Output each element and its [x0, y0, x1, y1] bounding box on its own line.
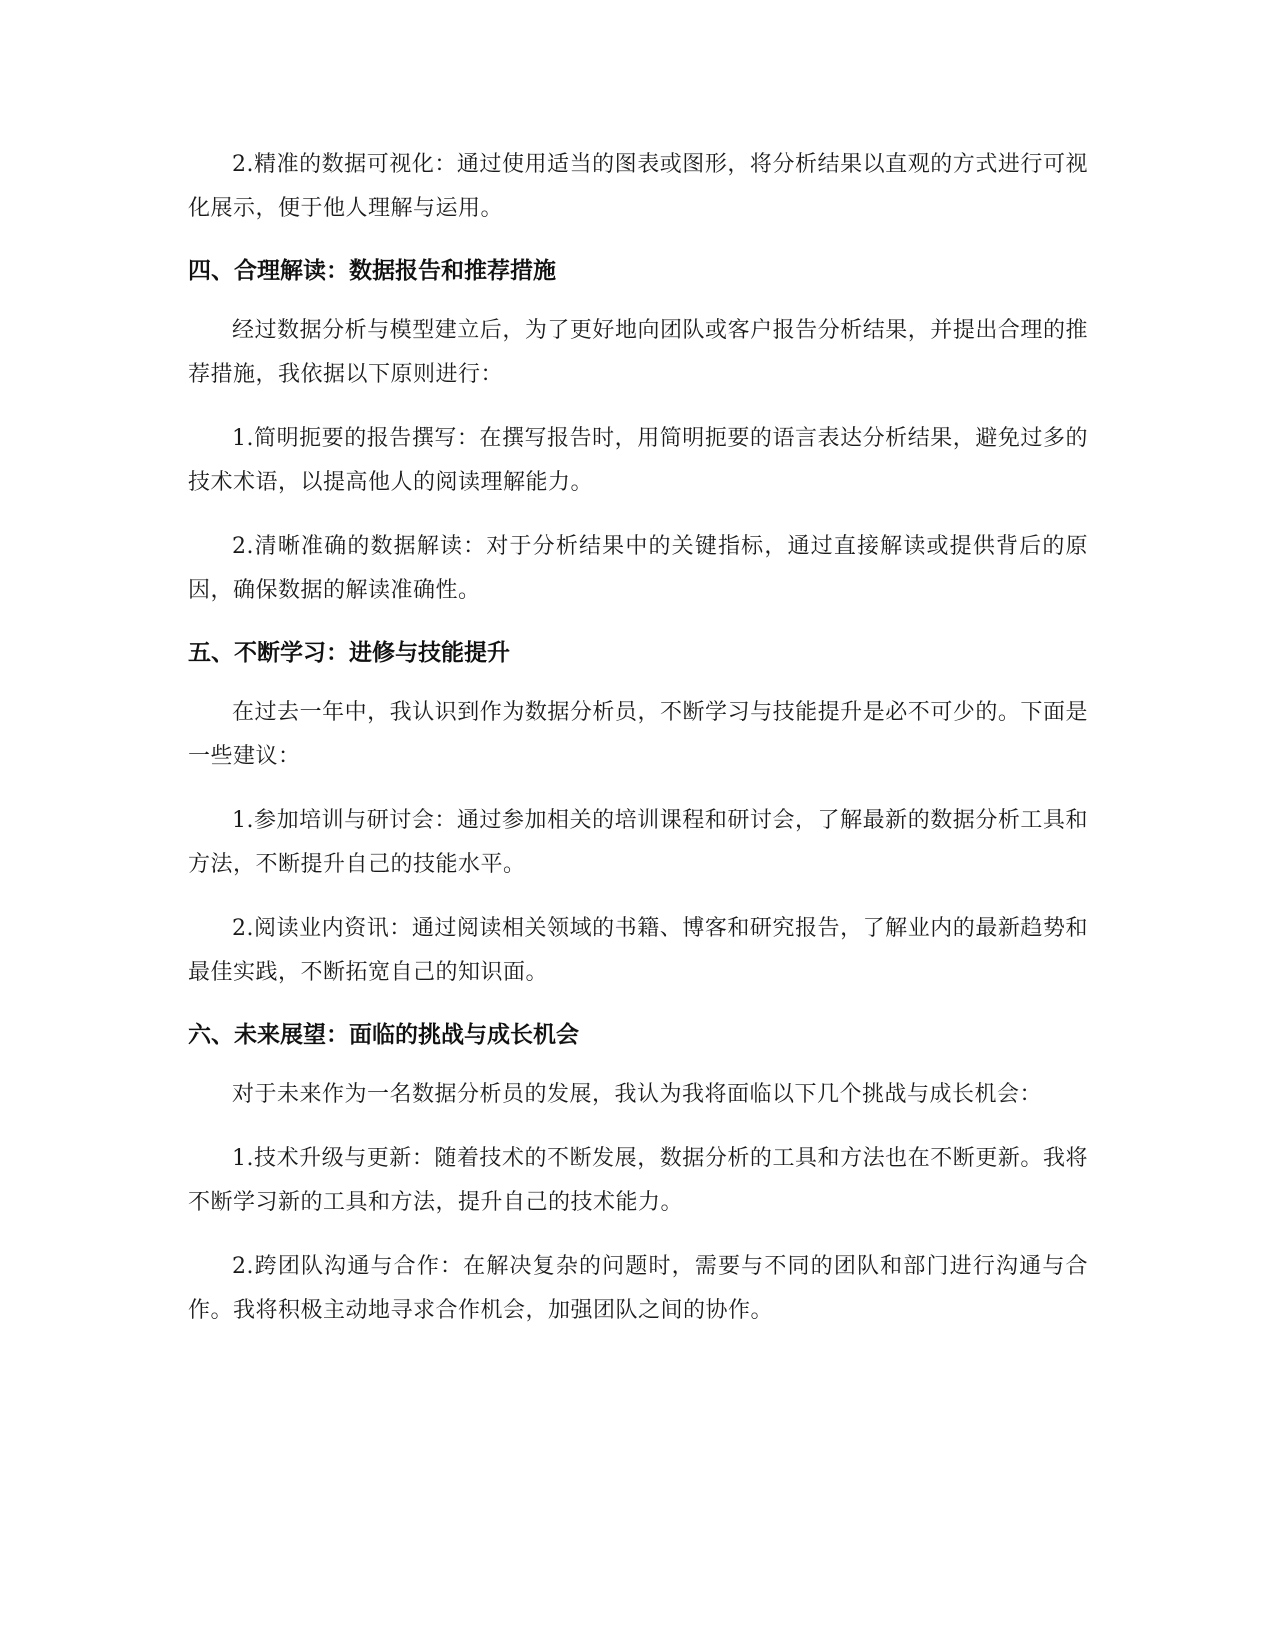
paragraph-report-writing: 1.简明扼要的报告撰写：在撰写报告时，用简明扼要的语言表达分析结果，避免过多的技术术语，以提高他人的阅读理解能力。	[188, 426, 1088, 495]
section-heading-6: 六、未来展望：面临的挑战与成长机会	[188, 1022, 579, 1048]
paragraph-tech-upgrade: 1.技术升级与更新：随着技术的不断发展，数据分析的工具和方法也在不断更新。我将不断学习新的工具和方法，提升自己的技术能力。	[188, 1146, 1088, 1215]
paragraph-data-interpretation: 2.清晰准确的数据解读：对于分析结果中的关键指标，通过直接解读或提供背后的原因，确保数据的解读准确性。	[188, 534, 1088, 603]
document-body	[188, 143, 1088, 1353]
section-heading-4: 四、合理解读：数据报告和推荐措施	[188, 258, 556, 284]
paragraph-section5-intro: 在过去一年中，我认识到作为数据分析员，不断学习与技能提升是必不可少的。下面是一些建议：	[188, 700, 1088, 769]
paragraph-section6-intro: 对于未来作为一名数据分析员的发展，我认为我将面临以下几个挑战与成长机会：	[232, 1082, 1043, 1107]
paragraph-reading: 2.阅读业内资讯：通过阅读相关领域的书籍、博客和研究报告，了解业内的最新趋势和最佳实践，不断拓宽自己的知识面。	[188, 916, 1088, 985]
paragraph-collaboration: 2.跨团队沟通与合作：在解决复杂的问题时，需要与不同的团队和部门进行沟通与合作。我将积极主动地寻求合作机会，加强团队之间的协作。	[188, 1254, 1088, 1323]
paragraph-training: 1.参加培训与研讨会：通过参加相关的培训课程和研讨会，了解最新的数据分析工具和方法，不断提升自己的技能水平。	[188, 808, 1088, 877]
paragraph-section4-intro: 经过数据分析与模型建立后，为了更好地向团队或客户报告分析结果，并提出合理的推荐措施，我依据以下原则进行：	[188, 318, 1088, 387]
paragraph-visualization: 2.精准的数据可视化：通过使用适当的图表或图形，将分析结果以直观的方式进行可视化展示，便于他人理解与运用。	[188, 152, 1088, 221]
section-heading-5: 五、不断学习：进修与技能提升	[188, 640, 510, 666]
